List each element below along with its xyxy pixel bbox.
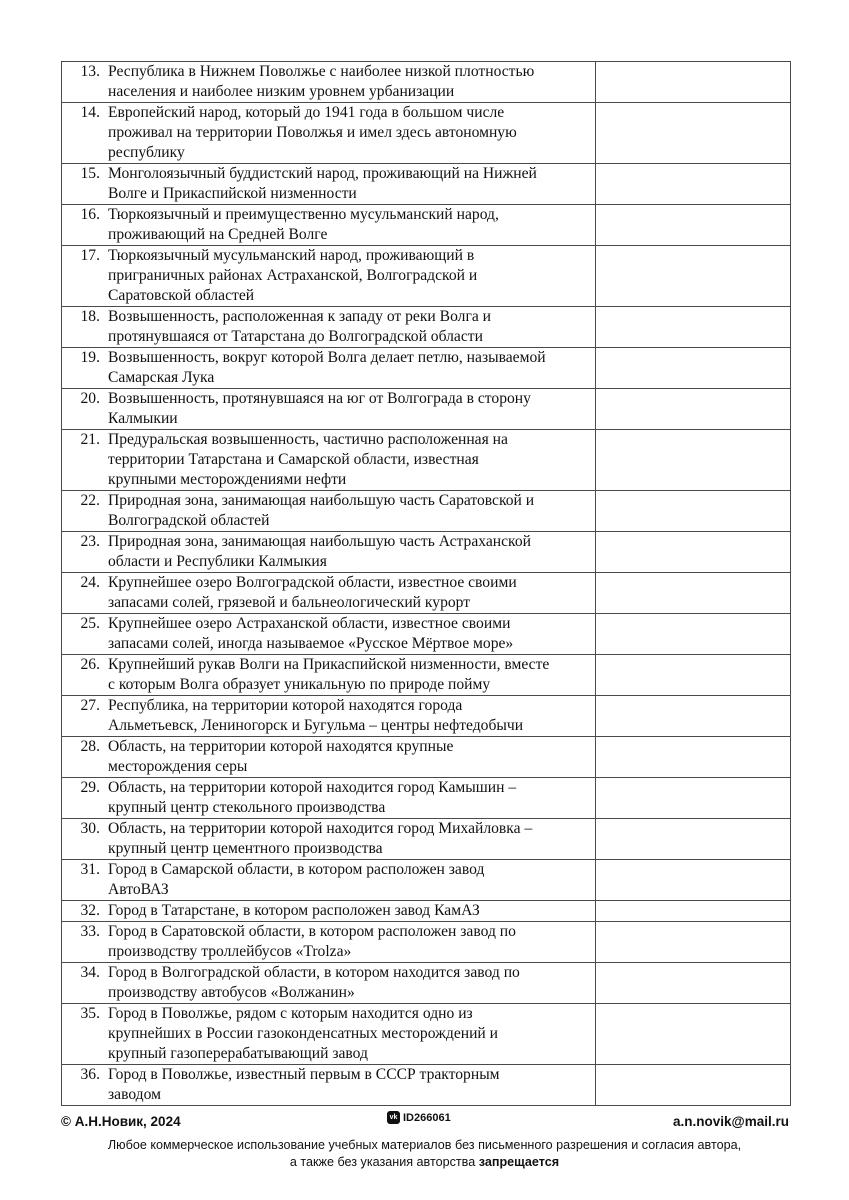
copyright-notice (30, 1137, 819, 1171)
answer-cell[interactable] (596, 491, 791, 532)
notice-line-2 (30, 1154, 819, 1171)
question-number: 13. (80, 63, 100, 80)
question-row (62, 491, 791, 532)
question-row (62, 1065, 791, 1106)
questions-table (61, 61, 791, 1106)
question-number: 21. (80, 431, 100, 448)
question-cell (62, 1065, 596, 1106)
question-text (100, 348, 595, 388)
question-row (62, 860, 791, 901)
answer-cell[interactable] (596, 614, 791, 655)
answer-cell[interactable] (596, 963, 791, 1004)
question-row (62, 819, 791, 860)
answer-cell[interactable] (596, 164, 791, 205)
question-row (62, 307, 791, 348)
answer-cell[interactable] (596, 389, 791, 430)
question-number: 18. (80, 308, 100, 325)
question-cell (62, 532, 596, 573)
question-text (100, 737, 595, 777)
question-text-line: протянувшаяся от Татарстана до Волгоградской области (108, 328, 483, 345)
question-text-line: Монголоязычный буддистский народ, проживающий на Нижней (108, 165, 537, 182)
question-row (62, 655, 791, 696)
answer-cell[interactable] (596, 246, 791, 307)
question-text (100, 491, 595, 531)
question-text-line: Саратовской областей (108, 287, 255, 304)
question-text-line: Область, на территории которой находится город Камышин – (108, 779, 517, 796)
question-text (100, 901, 595, 921)
question-cell (62, 348, 596, 389)
question-text-line: крупный газоперерабатывающий завод (108, 1045, 368, 1062)
question-text-line: Европейский народ, который до 1941 года в большом числе (108, 104, 505, 121)
question-number: 29. (80, 779, 100, 796)
question-text-line: Самарская Лука (108, 369, 215, 386)
question-cell (62, 922, 596, 963)
question-number: 20. (80, 390, 100, 407)
answer-cell[interactable] (596, 655, 791, 696)
question-text (100, 307, 595, 347)
question-text (100, 532, 595, 572)
question-row (62, 901, 791, 922)
question-row (62, 922, 791, 963)
question-row (62, 164, 791, 205)
question-text (100, 389, 595, 429)
notice-line-2-prefix: а также без указания авторства (289, 1155, 479, 1169)
question-text-line: территории Татарстана и Самарской области, известная (108, 451, 479, 468)
notice-line-1: Любое коммерческое использование учебных материалов без письменного разрешения и согласия автора, (107, 1138, 742, 1152)
question-number: 19. (80, 349, 100, 366)
question-text (100, 430, 595, 490)
question-number: 30. (80, 820, 100, 837)
vk-logo-icon: vk (387, 1111, 400, 1124)
question-cell (62, 205, 596, 246)
answer-cell[interactable] (596, 860, 791, 901)
question-text-line: Тюркоязычный мусульманский народ, проживающий в (108, 247, 475, 264)
question-number: 14. (80, 104, 100, 121)
vk-id-text: ID266061 (403, 1111, 451, 1124)
question-text (100, 103, 595, 163)
question-cell (62, 103, 596, 164)
question-row (62, 532, 791, 573)
question-cell (62, 778, 596, 819)
question-text-line: Предуральская возвышенность, частично расположенная на (108, 431, 508, 448)
question-text (100, 655, 595, 695)
answer-cell[interactable] (596, 696, 791, 737)
answer-cell[interactable] (596, 778, 791, 819)
question-text-line: Город в Волгоградской области, в котором находится завод по (108, 964, 520, 981)
question-text-line: крупный центр стекольного производства (108, 799, 386, 816)
answer-cell[interactable] (596, 573, 791, 614)
question-text-line: с которым Волга образует уникальную по природе пойму (108, 676, 491, 693)
question-cell (62, 573, 596, 614)
question-text (100, 819, 595, 859)
question-text-line: Область, на территории которой находятся крупные (108, 738, 454, 755)
answer-cell[interactable] (596, 901, 791, 922)
question-text-line: крупными месторождениями нефти (108, 471, 347, 488)
question-row (62, 62, 791, 103)
question-text-line: запасами солей, иногда называемое «Русское Мёртвое море» (108, 635, 514, 652)
question-text-line: Город в Поволжье, известный первым в СССР тракторным (108, 1066, 500, 1083)
question-text (100, 573, 595, 613)
question-cell (62, 389, 596, 430)
question-row (62, 778, 791, 819)
question-cell (62, 901, 596, 922)
question-cell (62, 307, 596, 348)
question-text-line: области и Республики Калмыкия (108, 553, 327, 570)
vk-id (387, 1111, 451, 1124)
question-text-line: Город в Поволжье, рядом с которым находится одно из (108, 1005, 473, 1022)
question-text-line: Крупнейшее озеро Астраханской области, известное своими (108, 615, 511, 632)
question-text-line: Возвышенность, расположенная к западу от реки Волга и (108, 308, 492, 325)
question-text-line: проживал на территории Поволжья и имел здесь автономную (108, 124, 517, 141)
question-text (100, 1065, 595, 1105)
question-text-line: Волгоградской областей (108, 512, 270, 529)
question-text (100, 205, 595, 245)
answer-cell[interactable] (596, 532, 791, 573)
answer-cell[interactable] (596, 1004, 791, 1065)
question-row (62, 1004, 791, 1065)
question-cell (62, 963, 596, 1004)
question-text-line: заводом (108, 1086, 161, 1103)
question-number: 33. (80, 923, 100, 940)
question-number: 16. (80, 206, 100, 223)
question-number: 32. (80, 902, 100, 919)
question-row (62, 737, 791, 778)
question-cell (62, 246, 596, 307)
question-row (62, 389, 791, 430)
question-text-line: Город в Татарстане, в котором расположен завод КамАЗ (108, 902, 480, 919)
copyright: © А.Н.Новик, 2024 (61, 1114, 181, 1129)
question-text-line: Природная зона, занимающая наибольшую часть Саратовской и (108, 492, 535, 509)
question-text-line: населения и наиболее низким уровнем урбанизации (108, 83, 455, 100)
question-text (100, 922, 595, 962)
question-number: 26. (80, 656, 100, 673)
question-text-line: производству троллейбусов «Trolza» (108, 943, 352, 960)
question-row (62, 246, 791, 307)
question-number: 22. (80, 492, 100, 509)
question-text-line: крупный центр цементного производства (108, 840, 383, 857)
question-cell (62, 62, 596, 103)
answer-cell[interactable] (596, 103, 791, 164)
question-row (62, 348, 791, 389)
question-text-line: запасами солей, грязевой и бальнеологический курорт (108, 594, 471, 611)
question-text-line: Область, на территории которой находится город Михайловка – (108, 820, 533, 837)
question-cell (62, 737, 596, 778)
question-text (100, 164, 595, 204)
question-cell (62, 614, 596, 655)
question-text-line: Республика в Нижнем Поволжье с наиболее низкой плотностью (108, 63, 535, 80)
question-text-line: проживающий на Средней Волге (108, 226, 328, 243)
question-text (100, 778, 595, 818)
question-text-line: Возвышенность, вокруг которой Волга делает петлю, называемой (108, 349, 546, 366)
question-text-line: Тюркоязычный и преимущественно мусульманский народ, (108, 206, 499, 223)
question-text-line: Возвышенность, протянувшаяся на юг от Волгограда в сторону (108, 390, 531, 407)
footer-top (61, 1111, 789, 1134)
question-number: 23. (80, 533, 100, 550)
question-number: 35. (80, 1005, 100, 1022)
question-number: 24. (80, 574, 100, 591)
answer-cell[interactable] (596, 819, 791, 860)
question-text-line: Крупнейшее озеро Волгоградской области, известное своими (108, 574, 517, 591)
question-row (62, 430, 791, 491)
question-text (100, 62, 595, 102)
question-cell (62, 430, 596, 491)
question-text-line: крупнейших в России газоконденсатных месторождений и (108, 1025, 499, 1042)
question-number: 28. (80, 738, 100, 755)
question-cell (62, 491, 596, 532)
answer-cell[interactable] (596, 205, 791, 246)
question-cell (62, 819, 596, 860)
question-cell (62, 1004, 596, 1065)
question-number: 31. (80, 861, 100, 878)
question-row (62, 963, 791, 1004)
question-row (62, 614, 791, 655)
answer-cell[interactable] (596, 737, 791, 778)
question-row (62, 103, 791, 164)
question-row (62, 205, 791, 246)
question-row (62, 573, 791, 614)
answer-cell[interactable] (596, 348, 791, 389)
question-cell (62, 655, 596, 696)
question-text-line: приграничных районах Астраханской, Волгоградской и (108, 267, 478, 284)
question-number: 25. (80, 615, 100, 632)
question-text-line: Крупнейший рукав Волги на Прикаспийской низменности, вместе (108, 656, 550, 673)
question-text-line: Город в Самарской области, в котором расположен завод (108, 861, 485, 878)
question-number: 15. (80, 165, 100, 182)
question-number: 27. (80, 697, 100, 714)
question-text-line: республику (108, 144, 185, 161)
question-text (100, 696, 595, 736)
question-text-line: месторождения серы (108, 758, 248, 775)
question-text (100, 860, 595, 900)
question-text-line: Калмыкии (108, 410, 178, 427)
question-text-line: Волге и Прикаспийской низменности (108, 185, 357, 202)
question-text-line: Город в Саратовской области, в котором расположен завод по (108, 923, 516, 940)
answer-cell[interactable] (596, 922, 791, 963)
answer-cell[interactable] (596, 1065, 791, 1106)
question-text-line: Природная зона, занимающая наибольшую часть Астраханской (108, 533, 531, 550)
question-text (100, 963, 595, 1003)
question-row (62, 696, 791, 737)
notice-line-2-bold: запрещается (478, 1155, 560, 1169)
author-email: a.n.novik@mail.ru (673, 1114, 789, 1129)
questions-body (62, 62, 791, 1106)
question-text (100, 1004, 595, 1064)
question-text (100, 246, 595, 306)
question-number: 34. (80, 964, 100, 981)
question-text-line: Альметьевск, Лениногорск и Бугульма – центры нефтедобычи (108, 717, 524, 734)
question-text (100, 614, 595, 654)
question-cell (62, 164, 596, 205)
question-cell (62, 696, 596, 737)
answer-cell[interactable] (596, 62, 791, 103)
question-number: 36. (80, 1066, 100, 1083)
answer-cell[interactable] (596, 307, 791, 348)
question-number: 17. (80, 247, 100, 264)
question-text-line: Республика, на территории которой находятся города (108, 697, 463, 714)
answer-cell[interactable] (596, 430, 791, 491)
question-text-line: АвтоВАЗ (108, 881, 169, 898)
question-cell (62, 860, 596, 901)
question-text-line: производству автобусов «Волжанин» (108, 984, 355, 1001)
